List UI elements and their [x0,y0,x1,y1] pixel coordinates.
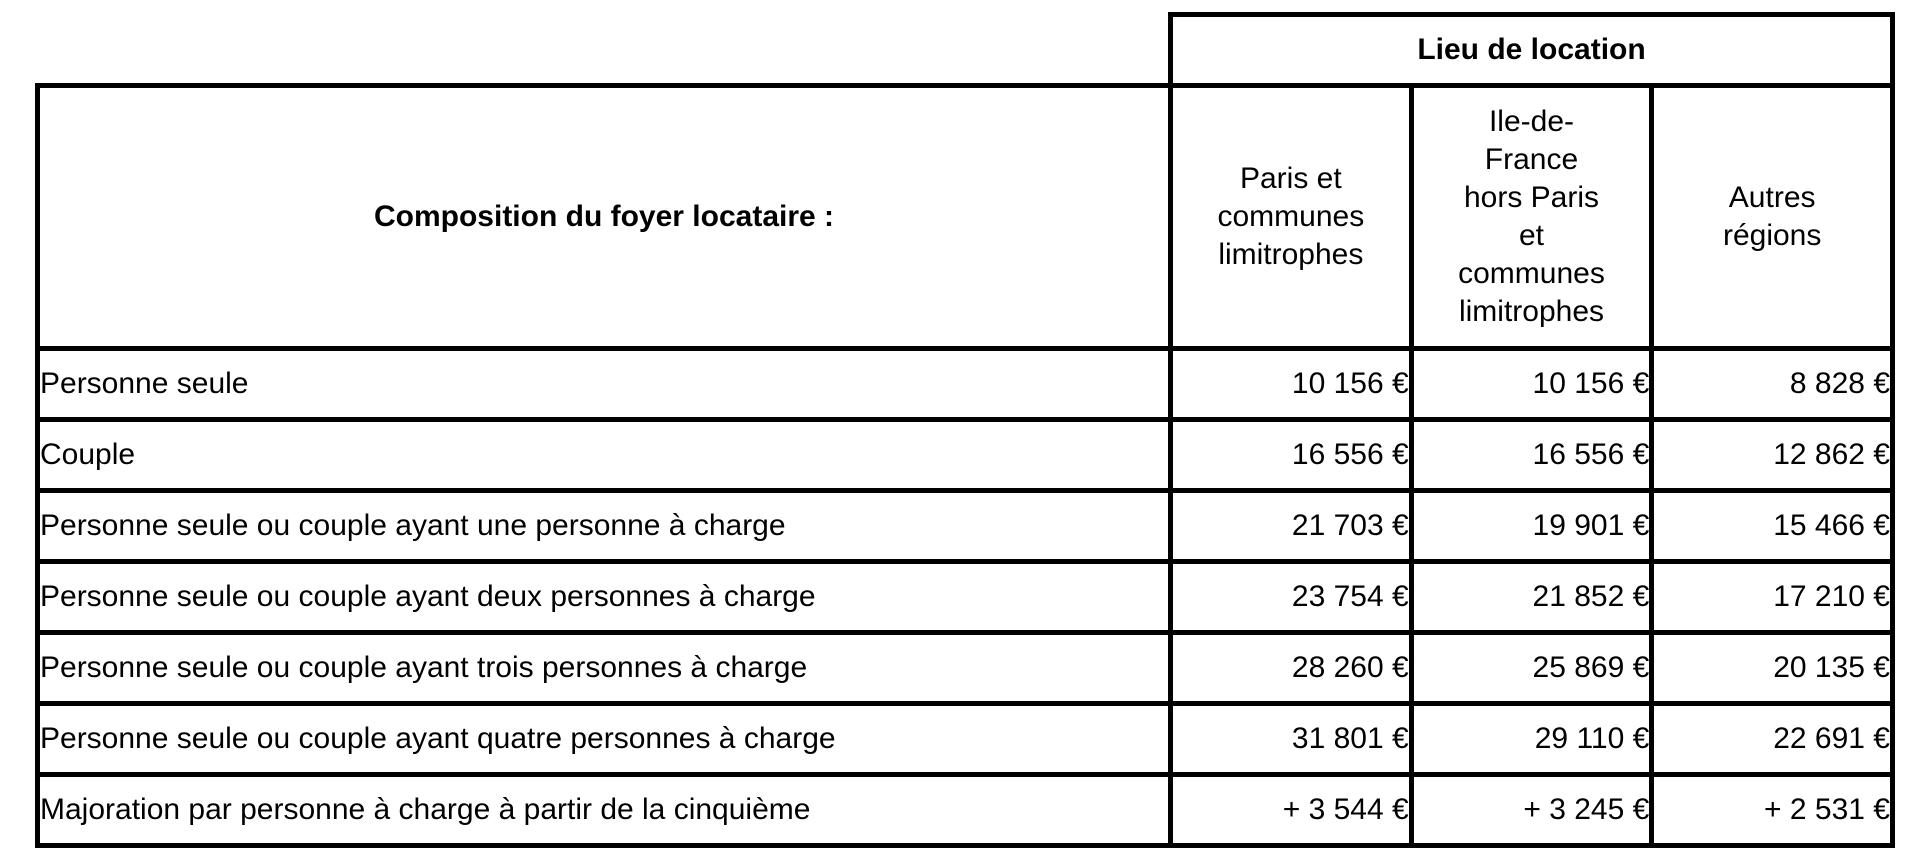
table-row-une-personne-a-charge [38,491,1893,562]
income-ceiling-table-container [35,12,1895,848]
table-row-deux-personnes-a-charge [38,562,1893,633]
column-header-autres-regions: Autres régions [1652,86,1893,349]
value-paris: 31 801 € [1171,704,1412,775]
value-ile-de-france: 25 869 € [1411,633,1652,704]
income-ceiling-table [35,12,1895,848]
row-label: Personne seule ou couple ayant quatre personnes à charge [38,704,1171,775]
column-header-row [38,86,1893,349]
value-paris: + 3 544 € [1171,775,1412,846]
table-row-quatre-personnes-a-charge [38,704,1893,775]
value-ile-de-france: 21 852 € [1411,562,1652,633]
value-autres-regions: + 2 531 € [1652,775,1893,846]
value-ile-de-france: + 3 245 € [1411,775,1652,846]
value-ile-de-france: 29 110 € [1411,704,1652,775]
row-label: Personne seule ou couple ayant une personne à charge [38,491,1171,562]
row-label: Personne seule ou couple ayant deux personnes à charge [38,562,1171,633]
table-row-couple [38,420,1893,491]
value-paris: 16 556 € [1171,420,1412,491]
value-autres-regions: 12 862 € [1652,420,1893,491]
value-autres-regions: 17 210 € [1652,562,1893,633]
value-ile-de-france: 16 556 € [1411,420,1652,491]
row-label: Personne seule [38,349,1171,420]
column-header-ile-de-france: Ile-de-France hors Paris et communes limitrophes [1411,86,1652,349]
row-label: Personne seule ou couple ayant trois personnes à charge [38,633,1171,704]
column-header-paris: Paris et communes limitrophes [1171,86,1412,349]
value-ile-de-france: 19 901 € [1411,491,1652,562]
value-paris: 21 703 € [1171,491,1412,562]
value-autres-regions: 15 466 € [1652,491,1893,562]
group-header-row [38,15,1893,86]
table-row-majoration [38,775,1893,846]
value-autres-regions: 8 828 € [1652,349,1893,420]
group-header-lieu-de-location: Lieu de location [1171,15,1893,86]
value-paris: 23 754 € [1171,562,1412,633]
value-paris: 28 260 € [1171,633,1412,704]
table-row-trois-personnes-a-charge [38,633,1893,704]
table-row-personne-seule [38,349,1893,420]
row-label: Couple [38,420,1171,491]
value-paris: 10 156 € [1171,349,1412,420]
value-ile-de-france: 10 156 € [1411,349,1652,420]
row-label: Majoration par personne à charge à partir de la cinquième [38,775,1171,846]
value-autres-regions: 20 135 € [1652,633,1893,704]
empty-corner-cell [38,15,1171,86]
value-autres-regions: 22 691 € [1652,704,1893,775]
row-header-composition: Composition du foyer locataire : [38,86,1171,349]
